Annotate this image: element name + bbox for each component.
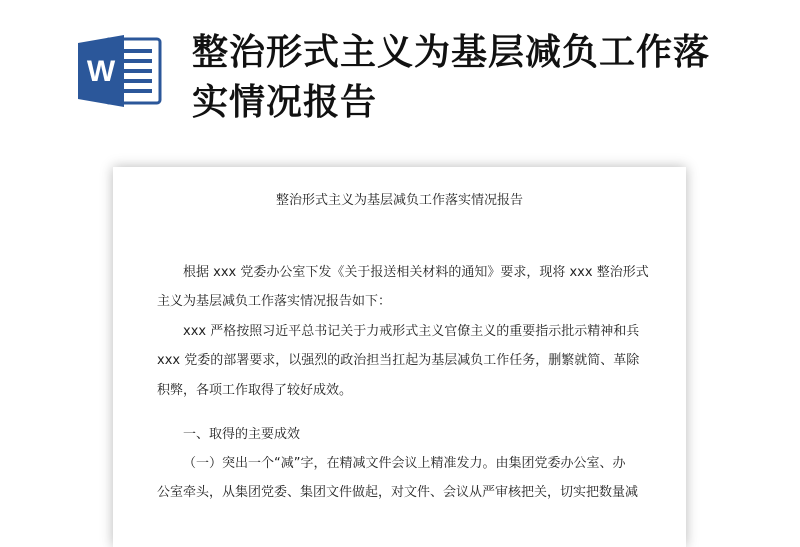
page-title-line-1: 整治形式主义为基层减负工作落	[192, 32, 711, 73]
paragraph-line: 积弊，各项工作取得了较好成效。	[157, 382, 353, 398]
document-title: 整治形式主义为基层减负工作落实情况报告	[275, 193, 523, 208]
section-heading	[157, 420, 657, 449]
document-page-preview	[113, 167, 686, 547]
word-document-icon	[76, 33, 164, 109]
paragraph-subsection	[157, 449, 657, 508]
word-icon-letter: W	[86, 55, 116, 88]
paragraph-line: xxx 严格按照习近平总书记关于力戒形式主义官僚主义的重要指示批示精神和兵	[183, 324, 640, 339]
paragraph-line: 根据 xxx 党委办公室下发《关于报送相关材料的通知》要求，现将 xxx 整治形式	[183, 265, 649, 280]
page-title	[192, 28, 752, 128]
paragraph-line: 公室牵头，从集团党委、集团文件做起，对文件、会议从严审核把关，切实把数量减	[157, 485, 639, 501]
header	[0, 0, 800, 160]
section-heading-text: 一、取得的主要成效	[183, 427, 301, 442]
paragraph-line: 主义为基层减负工作落实情况报告如下：	[157, 294, 392, 310]
paragraph-intro	[157, 258, 657, 317]
paragraph-line: xxx 党委的部署要求，以强烈的政治担当扛起为基层减负工作任务，删繁就简、革除	[157, 353, 640, 369]
page-title-line-2: 实情况报告	[192, 82, 378, 123]
paragraph-body	[157, 317, 657, 405]
paragraph-line: （一）突出一个“减”字，在精减文件会议上精准发力。由集团党委办公室、办	[183, 456, 626, 471]
